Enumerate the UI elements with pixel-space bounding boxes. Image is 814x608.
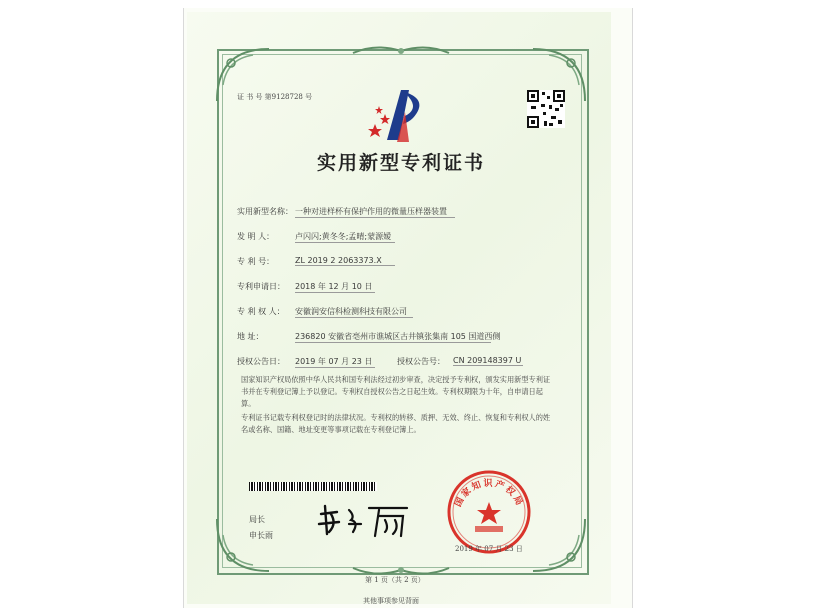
certificate-number: 证 书 号 第9128728 号 bbox=[237, 93, 313, 101]
field-address-value: 236820 安徽省亳州市谯城区古井镇张集南 105 国道西侧 bbox=[295, 332, 501, 341]
certificate-title: 实用新型专利证书 bbox=[316, 152, 485, 174]
official-seal bbox=[445, 468, 533, 556]
announce-number-value: CN 209148397 U bbox=[453, 356, 522, 365]
director-signature bbox=[315, 502, 411, 540]
corner-ornament-bottom-right bbox=[529, 515, 589, 575]
qr-code-pattern bbox=[527, 90, 565, 128]
announce-date-value: 2019 年 07 月 23 日 bbox=[295, 356, 375, 368]
certificate-paragraph-1: 国家知识产权局依照中华人民共和国专利法经过初步审查，决定授予专利权，颁发实用新型专利证书并在专利登记簿上予以登记。专利权自授权公告之日起生效。专利权期限为十年，自申请日起算。 bbox=[241, 375, 551, 408]
seal-date: 2019 年 07 月 23 日 bbox=[455, 545, 523, 553]
seal-text: 国家知识产权局 bbox=[453, 479, 525, 509]
barcode bbox=[249, 482, 377, 491]
field-name-value: 一种对进样杯有保护作用的微量压样器装置 bbox=[295, 206, 455, 218]
certificate-paper bbox=[187, 12, 611, 604]
top-center-ornament bbox=[351, 43, 451, 57]
field-inventor-value: 卢闪闪;黄冬冬;孟晴;蒙源嫒 bbox=[295, 231, 395, 243]
certificate-sheet bbox=[183, 8, 633, 608]
certificate-paragraph-2: 专利证书记载专利权登记时的法律状况。专利权的转移、质押、无效、终止、恢复和专利权人的姓名或名称、国籍、地址变更等事项记载在专利登记簿上。 bbox=[241, 413, 551, 434]
qr-code bbox=[527, 90, 565, 128]
field-patent-number-value: ZL 2019 2 2063373.X bbox=[295, 256, 395, 266]
field-patentee-label: 专 利 权 人： bbox=[237, 307, 285, 316]
field-name-label: 实用新型名称： bbox=[237, 207, 293, 216]
page-info: 第 1 页（共 2 页） bbox=[365, 576, 425, 584]
announce-date-label: 授权公告日： bbox=[237, 357, 285, 366]
field-inventor-label: 发 明 人： bbox=[237, 232, 275, 241]
patent-office-logo bbox=[365, 84, 435, 144]
continued-note: 其他事项参见背面 bbox=[363, 597, 419, 605]
field-patent-number-label: 专 利 号： bbox=[237, 257, 275, 266]
field-filing-date-label: 专利申请日： bbox=[237, 282, 285, 291]
field-filing-date-value: 2018 年 12 月 10 日 bbox=[295, 281, 375, 293]
field-address-label: 地 址： bbox=[237, 332, 264, 341]
field-patentee-value: 安徽润安信科检测科技有限公司 bbox=[295, 306, 413, 318]
director-title: 局长 bbox=[249, 515, 265, 524]
director-name: 申长雨 bbox=[249, 531, 273, 540]
announce-number-label: 授权公告号： bbox=[397, 357, 445, 366]
